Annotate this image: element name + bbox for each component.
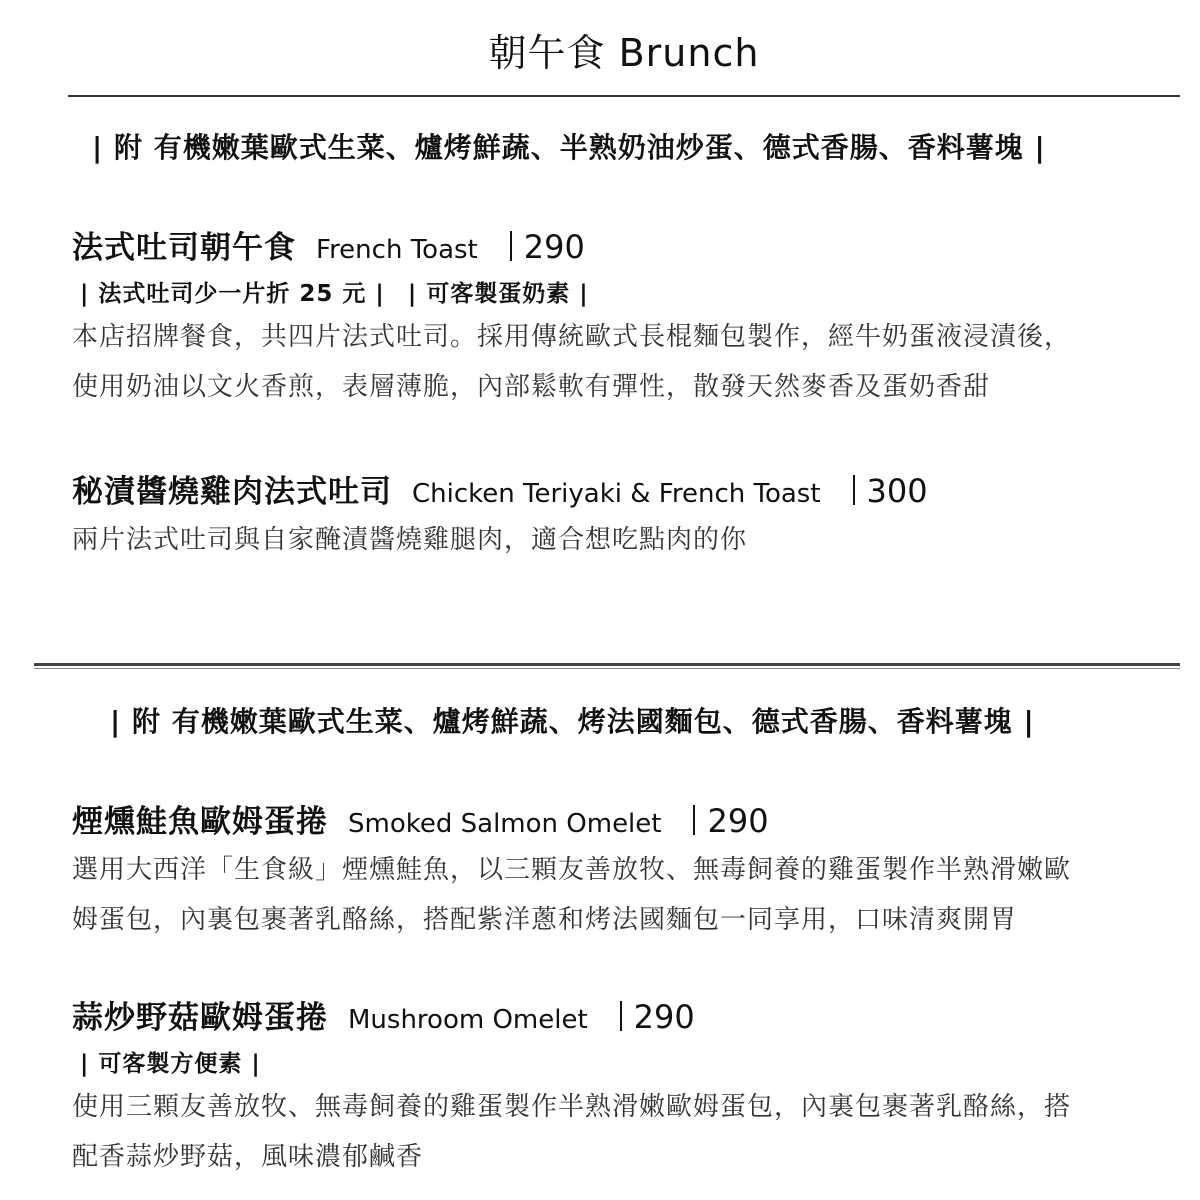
menu-item-mushroom-omelet xyxy=(72,992,1182,1182)
section-1-included-sides: | 附 有機嫩葉歐式生菜、爐烤鮮蔬、半熟奶油炒蛋、德式香腸、香料薯塊 | xyxy=(92,131,1046,164)
item-notes xyxy=(80,1045,1182,1078)
description-line: 本店招牌餐食，共四片法式吐司。採用傳統歐式長棍麵包製作，經牛奶蛋液浸漬後， xyxy=(72,322,1072,352)
item-note: | 可客製方便素 | xyxy=(80,1051,261,1077)
menu-item-header xyxy=(72,466,1182,511)
menu-item-header xyxy=(72,992,1182,1037)
description-line: 使用奶油以文火香煎，表層薄脆，內部鬆軟有彈性，散發天然麥香及蛋奶香甜 xyxy=(72,372,991,402)
item-description xyxy=(72,312,1182,412)
item-note: | 可客製蛋奶素 | xyxy=(407,281,589,307)
menu-item-french-toast xyxy=(72,222,1182,412)
item-name-en: Chicken Teriyaki & French Toast xyxy=(412,479,821,509)
item-name-zh: 法式吐司朝午食 xyxy=(72,230,296,266)
item-price: 290 xyxy=(510,228,585,266)
item-note: | 法式吐司少一片折 25 元 | xyxy=(80,281,385,307)
item-description xyxy=(72,515,1182,565)
item-name-en: French Toast xyxy=(316,235,478,265)
item-name-zh: 蒜炒野菇歐姆蛋捲 xyxy=(72,1000,328,1036)
description-line: 姆蛋包，內裏包裹著乳酪絲，搭配紫洋蔥和烤法國麵包一同享用，口味清爽開胃 xyxy=(72,905,1018,935)
item-name-en: Smoked Salmon Omelet xyxy=(348,809,662,839)
divider-top xyxy=(68,95,1180,97)
description-line: 使用三顆友善放牧、無毒飼養的雞蛋製作半熟滑嫩歐姆蛋包，內裏包裹著乳酪絲，搭 xyxy=(72,1092,1072,1122)
item-price: 290 xyxy=(620,998,695,1036)
item-price: 290 xyxy=(693,802,768,840)
description-line: 選用大西洋「生食級」煙燻鮭魚，以三顆友善放牧、無毒飼養的雞蛋製作半熟滑嫩歐 xyxy=(72,855,1072,885)
item-name-zh: 秘漬醬燒雞肉法式吐司 xyxy=(72,474,392,510)
description-line: 配香蒜炒野菇，風味濃郁鹹香 xyxy=(72,1142,424,1172)
description-line: 兩片法式吐司與自家醃漬醬燒雞腿肉，適合想吃點肉的你 xyxy=(72,525,748,555)
item-name-en: Mushroom Omelet xyxy=(348,1005,588,1035)
menu-item-chicken-teriyaki-french-toast xyxy=(72,466,1182,565)
divider-section xyxy=(34,663,1180,669)
item-price: 300 xyxy=(853,472,928,510)
menu-item-header xyxy=(72,222,1182,267)
menu-item-header xyxy=(72,796,1182,841)
item-description xyxy=(72,1082,1182,1182)
menu-item-smoked-salmon-omelet xyxy=(72,796,1182,945)
item-description xyxy=(72,845,1182,945)
item-name-zh: 煙燻鮭魚歐姆蛋捲 xyxy=(72,804,328,840)
section-2-included-sides: | 附 有機嫩葉歐式生菜、爐烤鮮蔬、烤法國麵包、德式香腸、香料薯塊 | xyxy=(110,705,1035,738)
page-title: 朝午食 Brunch xyxy=(488,31,760,75)
item-notes xyxy=(80,275,1182,308)
